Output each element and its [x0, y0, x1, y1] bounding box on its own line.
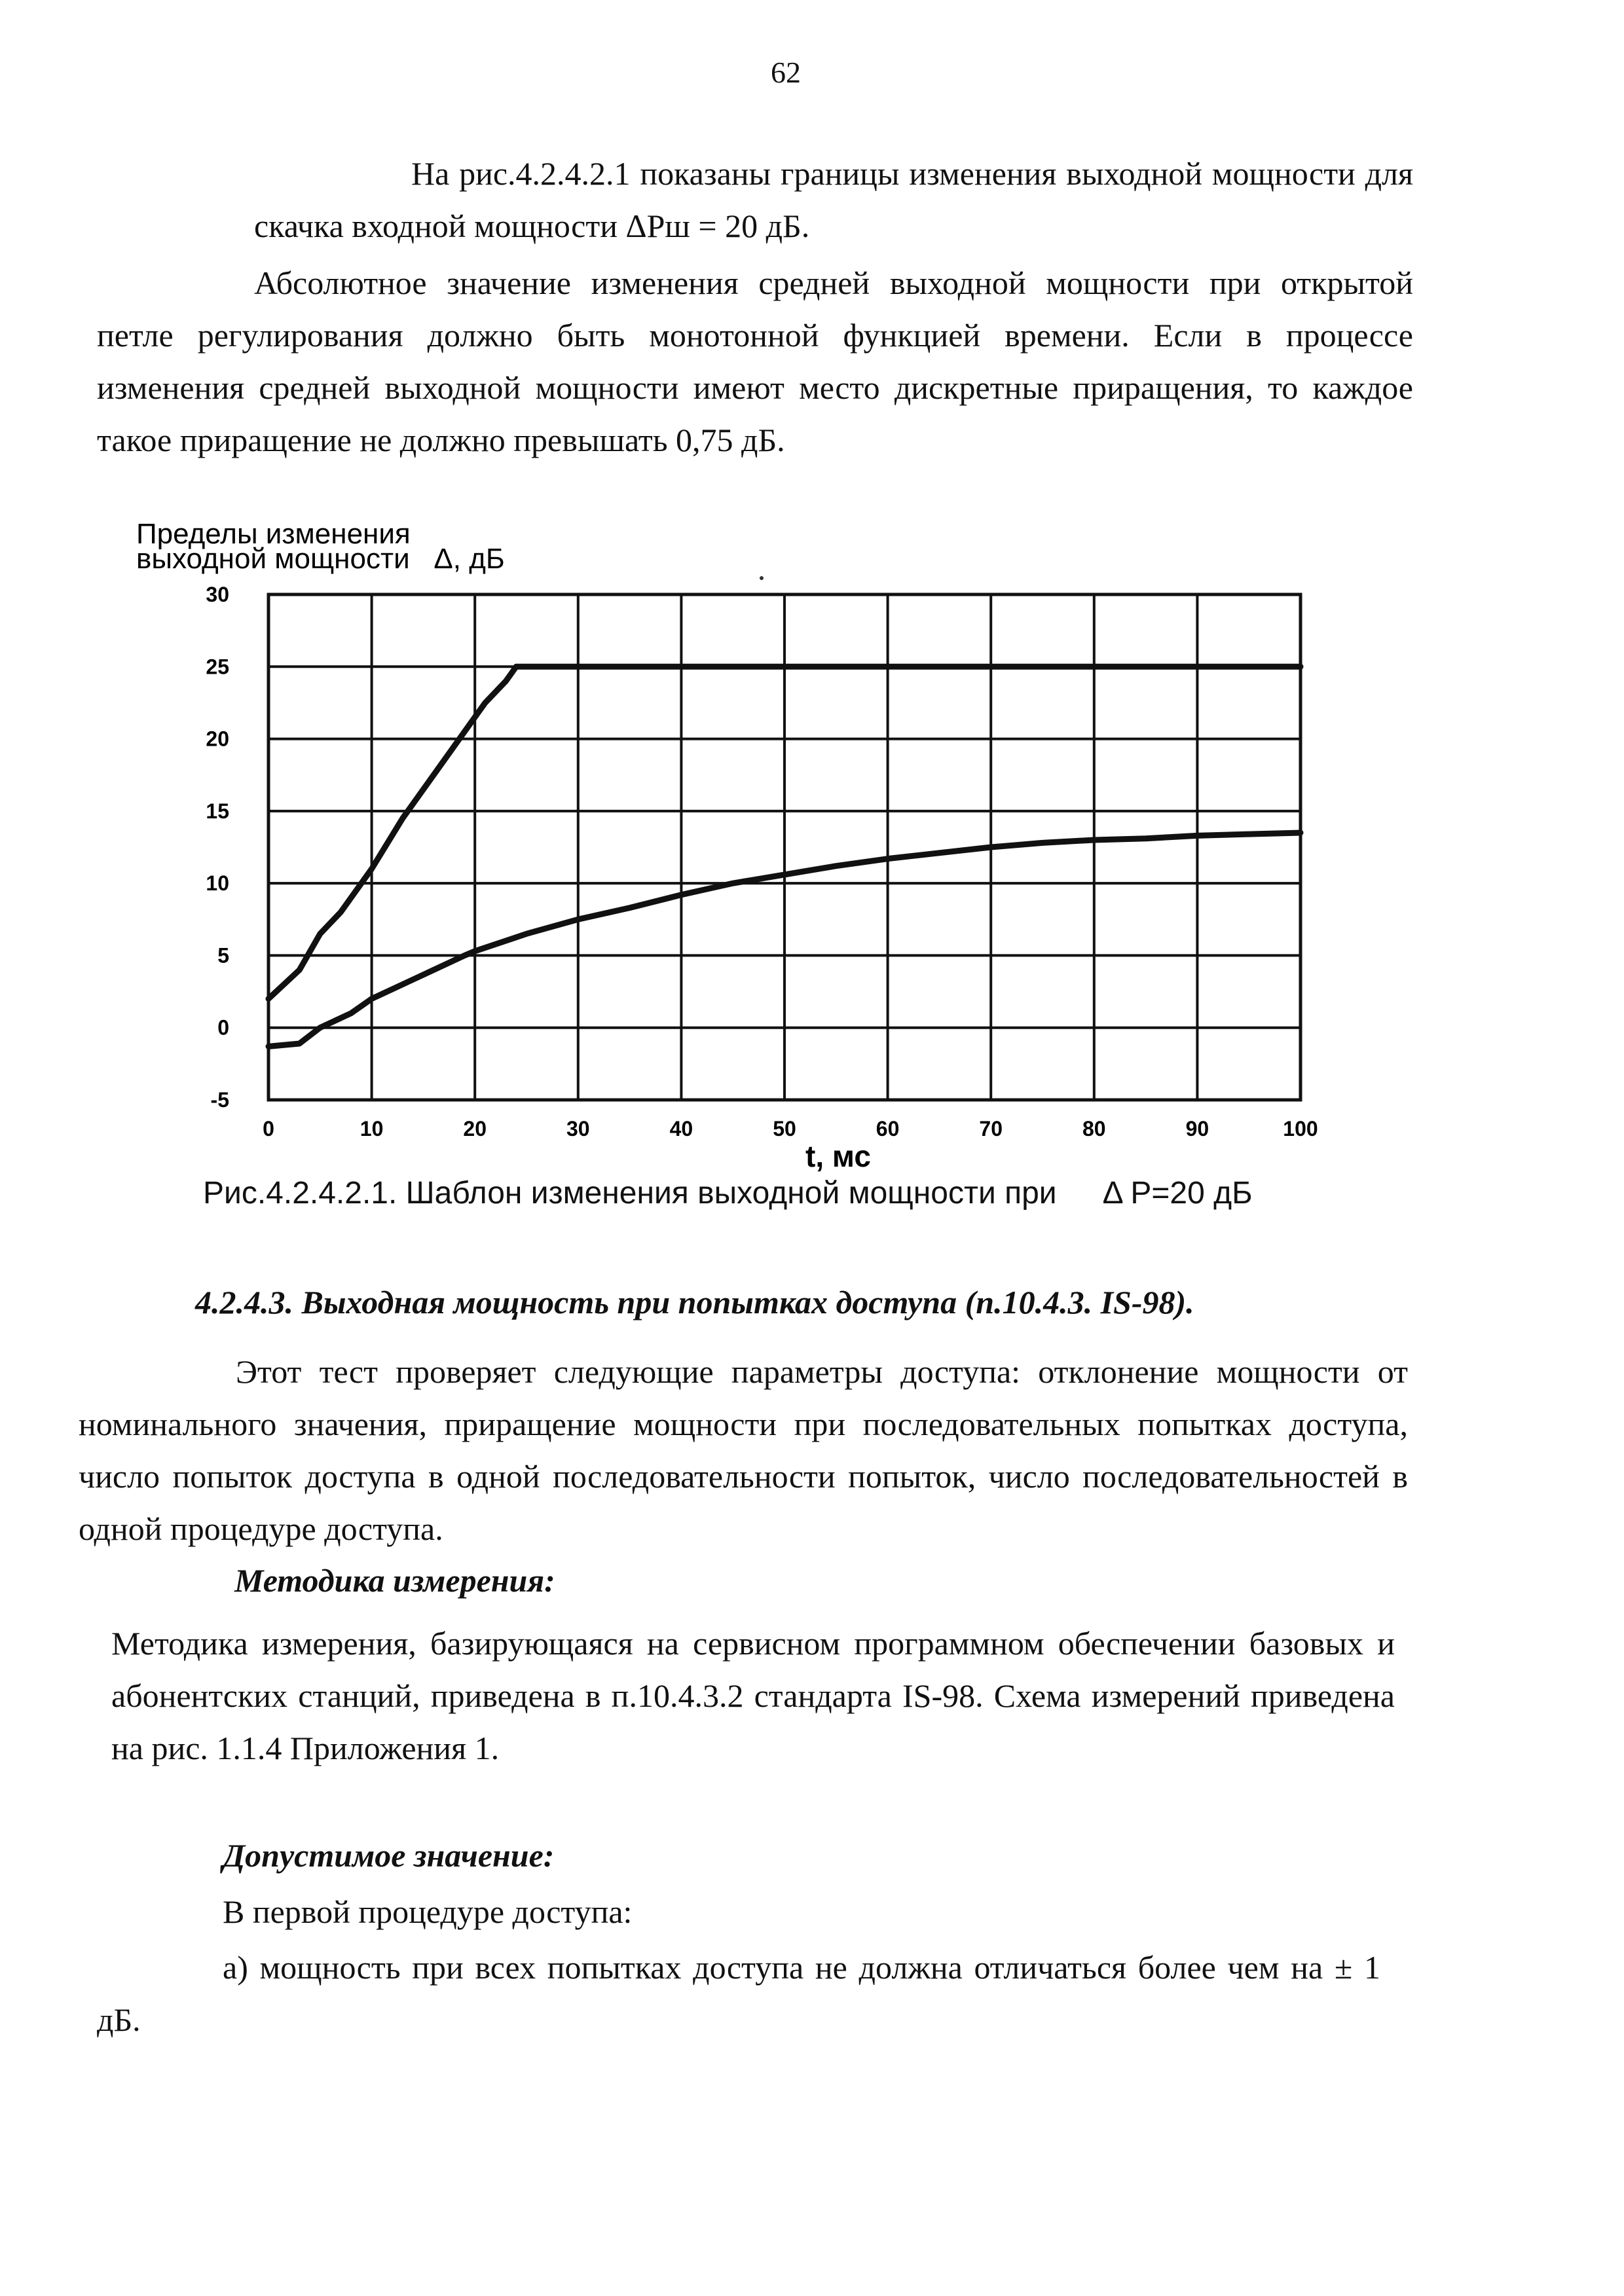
allowed-value-heading: Допустимое значение:: [223, 1837, 555, 1874]
x-tick-label: 100: [1283, 1117, 1318, 1140]
x-tick-label: 70: [979, 1117, 1003, 1140]
x-tick-label: 30: [566, 1117, 590, 1140]
y-tick-label: 5: [217, 943, 229, 968]
x-tick-label: 0: [263, 1117, 274, 1140]
y-tick-label: 20: [206, 727, 229, 751]
paragraph-6: а) мощность при всех попытках доступа не должна отличаться более чем на ± 1 дБ.: [97, 1949, 1380, 2038]
y-tick-label: 25: [206, 655, 229, 679]
y-tick-label: 30: [206, 583, 229, 606]
paragraph-3: Этот тест проверяет следующие параметры доступа: отклонение мощности от номинального значения, приращение мощности при последовательных попытках доступа, число попыток доступа в одной последовательности попыток, число последовательностей в одной процедуре доступа.: [79, 1353, 1408, 1547]
x-tick-label: 80: [1082, 1117, 1106, 1140]
y-tick-label: 10: [206, 871, 229, 896]
y-axis-label-line2: выходной мощности Δ, дБ: [136, 543, 505, 575]
y-axis-label-line1: Пределы изменения: [136, 518, 411, 550]
method-heading: Методика измерения:: [234, 1562, 555, 1599]
y-tick-label: -5: [210, 1088, 229, 1112]
section-heading: 4.2.4.3. Выходная мощность при попытках доступа (п.10.4.3. IS-98).: [195, 1284, 1194, 1321]
page-number: 62: [771, 56, 801, 89]
x-tick-label: 40: [669, 1117, 693, 1140]
x-tick-label: 60: [876, 1117, 900, 1140]
chart-grid: [268, 594, 1301, 1100]
y-tick-label: 15: [206, 799, 229, 823]
power-change-chart: [98, 517, 1356, 1244]
figure-caption-main: Рис.4.2.4.2.1. Шаблон изменения выходной мощности при: [203, 1176, 1057, 1211]
x-tick-label: 50: [773, 1117, 796, 1140]
paragraph-1: На рис.4.2.4.2.1 показаны границы изменения выходной мощности для скачка входной мощности ΔPш = 20 дБ.: [254, 155, 1413, 244]
x-axis-label: t, мс: [805, 1139, 871, 1173]
paragraph-4: Методика измерения, базирующаяся на сервисном программном обеспечении базовых и абонентских станций, приведена в п.10.4.3.2 стандарта IS-98. Схема измерений приведена на рис. 1.1.4 Приложения 1.: [111, 1625, 1395, 1766]
paragraph-5: В первой процедуре доступа:: [223, 1893, 633, 1930]
paragraph-2: Абсолютное значение изменения средней выходной мощности при открытой петле регулирования должно быть монотонной функцией времени. Если в процессе изменения средней выходной мощности имеют место дискретные приращения, то каждое такое приращение не должно превышать 0,75 дБ.: [97, 264, 1413, 458]
x-tick-label: 10: [360, 1117, 384, 1140]
figure-caption: [203, 1175, 1253, 1211]
figure-caption-tail: Δ P=20 дБ: [1102, 1176, 1253, 1211]
x-tick-label: 90: [1185, 1117, 1209, 1140]
x-tick-label: 20: [463, 1117, 487, 1140]
y-tick-label: 0: [217, 1015, 229, 1040]
chart-svg: [98, 517, 1356, 1244]
